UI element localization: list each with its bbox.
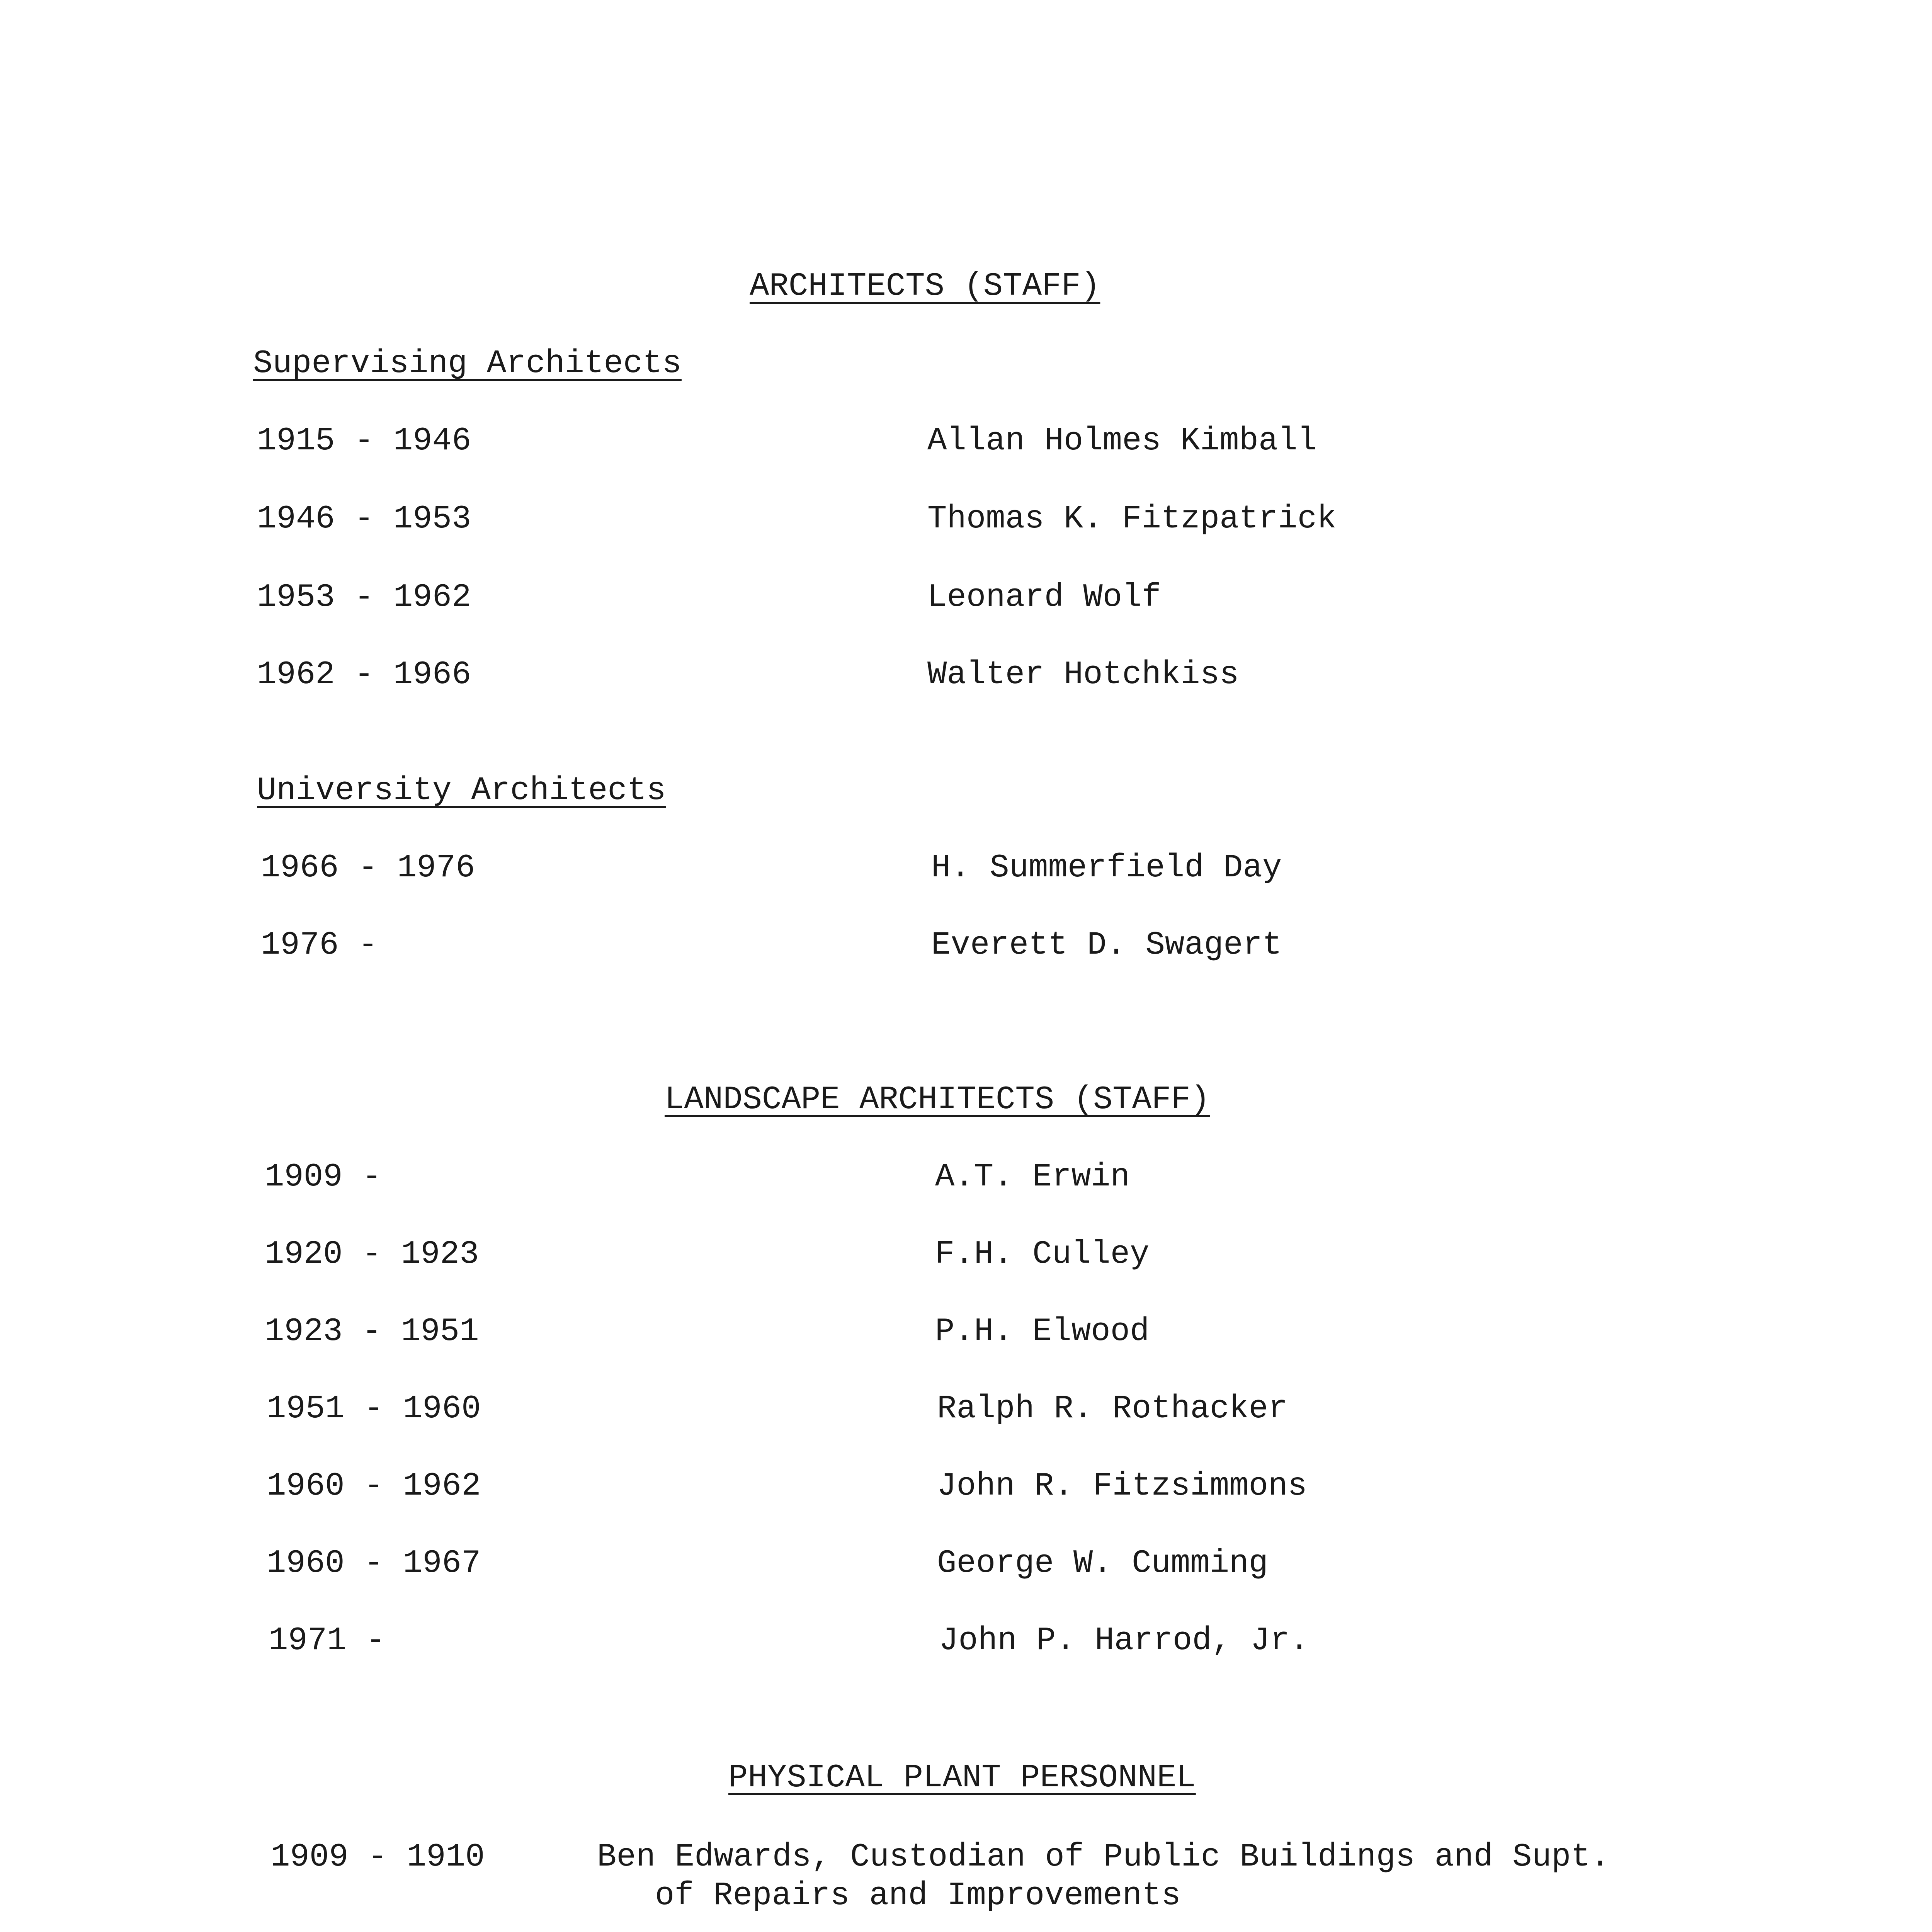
supervising-name: Thomas K. Fitzpatrick — [927, 501, 1337, 537]
landscape-years: 1909 - — [265, 1159, 382, 1196]
supervising-years: 1962 - 1966 — [257, 656, 471, 693]
supervising-name: Leonard Wolf — [927, 579, 1161, 616]
personnel-description-continued: of Repairs and Improvements — [655, 1878, 1181, 1914]
landscape-years: 1960 - 1962 — [267, 1468, 481, 1505]
landscape-name: John R. Fitzsimmons — [937, 1468, 1307, 1505]
personnel-years: 1909 - 1910 — [270, 1839, 485, 1876]
landscape-years: 1923 - 1951 — [265, 1313, 479, 1350]
personnel-description: Ben Edwards, Custodian of Public Buildings and Supt. — [597, 1839, 1610, 1876]
supervising-name: Allan Holmes Kimball — [927, 423, 1317, 459]
university-years: 1976 - — [261, 927, 378, 964]
landscape-name: P.H. Elwood — [935, 1313, 1150, 1350]
landscape-years: 1920 - 1923 — [265, 1236, 479, 1273]
supervising-architects-heading: Supervising Architects — [253, 345, 682, 382]
landscape-name: John P. Harrod, Jr. — [939, 1622, 1309, 1659]
university-name: H. Summerfield Day — [931, 850, 1282, 886]
landscape-title: LANDSCAPE ARCHITECTS (STAFF) — [665, 1082, 1210, 1118]
landscape-years: 1960 - 1967 — [267, 1545, 481, 1582]
landscape-years: 1971 - — [269, 1622, 386, 1659]
supervising-name: Walter Hotchkiss — [927, 656, 1239, 693]
supervising-years: 1946 - 1953 — [257, 501, 471, 537]
landscape-name: F.H. Culley — [935, 1236, 1150, 1273]
landscape-name: A.T. Erwin — [935, 1159, 1130, 1196]
landscape-name: George W. Cumming — [937, 1545, 1268, 1582]
landscape-name: Ralph R. Rothacker — [937, 1391, 1288, 1427]
physical-plant-title: PHYSICAL PLANT PERSONNEL — [728, 1760, 1196, 1796]
university-name: Everett D. Swagert — [931, 927, 1282, 964]
university-architects-heading: University Architects — [257, 772, 666, 809]
supervising-years: 1915 - 1946 — [257, 423, 471, 459]
architects-title: ARCHITECTS (STAFF) — [750, 268, 1100, 305]
university-years: 1966 - 1976 — [261, 850, 475, 886]
landscape-years: 1951 - 1960 — [267, 1391, 481, 1427]
supervising-years: 1953 - 1962 — [257, 579, 471, 616]
